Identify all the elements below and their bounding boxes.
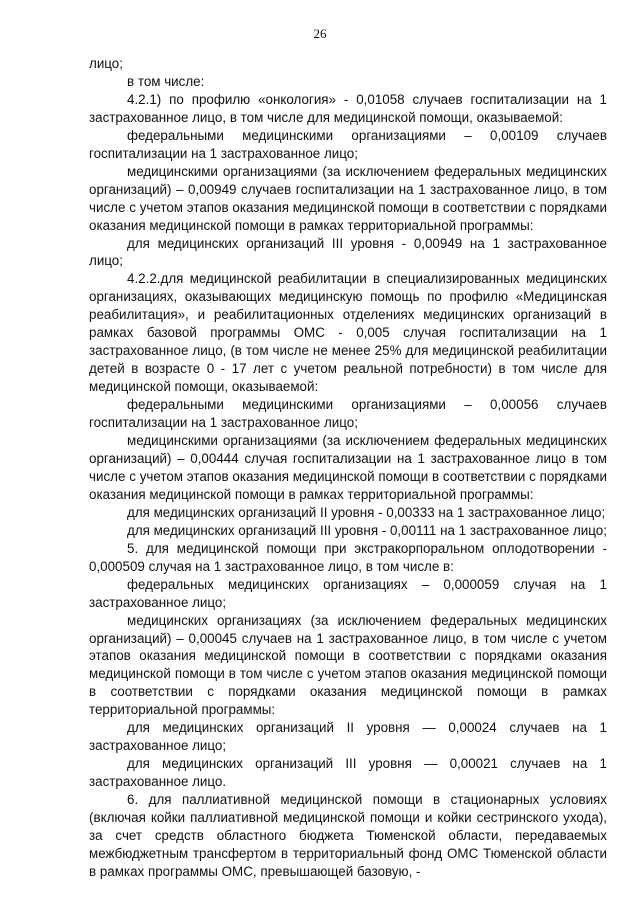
paragraph: 4.2.1) по профилю «онкология» - 0,01058 случаев госпитализации на 1 застрахованное лицо, в том числе для медицинской помощи, оказываемой: <box>89 91 607 125</box>
paragraph: для медицинских организаций II уровня — 0,00024 случаев на 1 застрахованное лицо; <box>89 720 607 754</box>
paragraph: 5. для медицинской помощи при экстракорпоральном оплодотворении - 0,000509 случая на 1 застрахованное лицо, в том числе в: <box>89 540 607 574</box>
paragraph: для медицинских организаций III уровня - 0,00111 на 1 застрахованное лицо; <box>127 522 607 538</box>
paragraph: медицинскими организациями (за исключением федеральных медицинских организаций) – 0,00444 случая госпитализации на 1 застрахованное лицо в том числе с учетом этапов оказания медицинской помощи в соответствии с порядками оказания медицинской помощи в рамках территориальной программы: <box>89 433 607 502</box>
paragraph: лицо; <box>89 56 123 71</box>
paragraph: 6. для паллиативной медицинской помощи в стационарных условиях (включая койки паллиативной медицинской помощи и койки сестринского ухода), за счет средств областного бюджета Тюменской области, передаваемых межбюджетным трансфертом в территориальный фонд ОМС Тюменской области в рамках программы ОМС, превышающей базовую, - <box>89 792 607 879</box>
paragraph: для медицинских организаций III уровня — 0,00021 случаев на 1 застрахованное лицо. <box>89 756 607 790</box>
page-number: 26 <box>313 26 327 41</box>
paragraph: для медицинских организаций III уровня - 0,00949 на 1 застрахованное лицо; <box>89 235 607 269</box>
document-body <box>89 55 607 881</box>
paragraph: для медицинских организаций II уровня - 0,00333 на 1 застрахованное лицо; <box>127 504 606 520</box>
paragraph: медицинскими организациями (за исключением федеральных медицинских организаций) – 0,00949 случаев госпитализации на 1 застрахованное лицо, в том числе с учетом этапов оказания медицинской помощи в соответствии с порядками оказания медицинской помощи в рамках территориальной программы: <box>89 163 607 233</box>
paragraph: федеральными медицинскими организациями – 0,00109 случаев госпитализации на 1 застрахованное лицо; <box>89 127 607 161</box>
paragraph: федеральными медицинскими организациями – 0,00056 случаев госпитализации на 1 застрахованное лицо; <box>89 397 607 431</box>
paragraph: в том числе: <box>127 73 205 89</box>
paragraph: 4.2.2.для медицинской реабилитации в специализированных медицинских организациях, оказывающих медицинскую помощь по профилю «Медицинская реабилитация», и реабилитационных отделениях медицинских организаций в рамках базовой программы ОМС - 0,005 случая госпитализации на 1 застрахованное лицо, (в том числе не менее 25% для медицинской реабилитации детей в возрасте 0 - 17 лет с учетом реальной потребности) в том числе для медицинской помощи, оказываемой: <box>89 271 607 395</box>
paragraph: медицинских организациях (за исключением федеральных медицинских организаций) – 0,00045 случаев на 1 застрахованное лицо, в том числе с учетом этапов оказания медицинской помощи в соответствии с порядками оказания медицинской помощи в том числе с учетом этапов оказания медицинской помощи в соответствии с порядками оказания медицинской помощи в рамках территориальной программы: <box>89 612 607 718</box>
paragraph: федеральных медицинских организациях – 0,000059 случая на 1 застрахованное лицо; <box>89 576 607 610</box>
